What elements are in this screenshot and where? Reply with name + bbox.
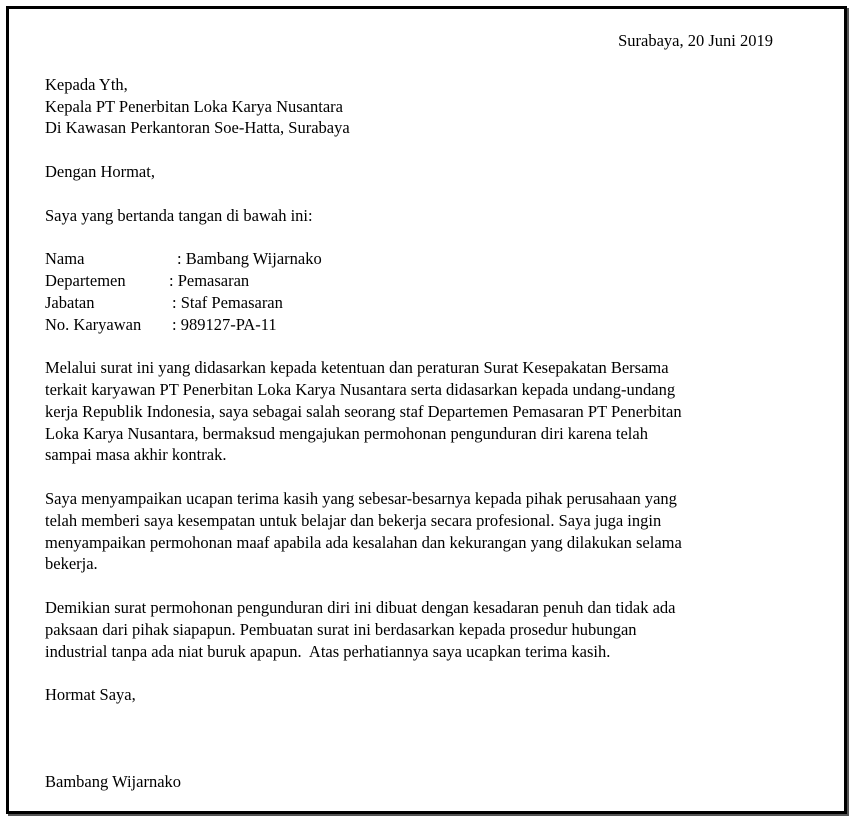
paragraph-line: Demikian surat permohonan pengunduran diri ini dibuat dengan kesadaran penuh dan tidak ada	[45, 597, 676, 617]
identity-label: Nama	[45, 249, 85, 269]
paragraph-line: menyampaikan permohonan maaf apabila ada kesalahan dan kekurangan yang dilakukan selama	[45, 532, 682, 552]
identity-row-department	[45, 270, 785, 292]
identity-value: : Staf Pemasaran	[172, 292, 283, 312]
paragraph-line: bekerja.	[45, 554, 98, 574]
letter-date: Surabaya, 20 Juni 2019	[618, 31, 773, 50]
identity-row-employee-number	[45, 314, 785, 336]
identity-value: : 989127-PA-11	[172, 314, 277, 334]
recipient-line: Di Kawasan Perkantoran Soe-Hatta, Surabaya	[45, 118, 350, 138]
resignation-letter	[45, 30, 785, 793]
recipient-block	[45, 74, 785, 139]
body-paragraph-2	[45, 488, 785, 575]
signature-name: Bambang Wijarnako	[45, 771, 182, 791]
paragraph-line: Melalui surat ini yang didasarkan kepada ketentuan dan peraturan Surat Kesepakatan Bersama	[45, 358, 669, 378]
identity-label: Jabatan	[45, 292, 95, 312]
paragraph-line: terkait karyawan PT Penerbitan Loka Karya Nusantara serta didasarkan kepada undang-undang	[45, 379, 676, 399]
recipient-line: Kepala PT Penerbitan Loka Karya Nusantara	[45, 96, 343, 116]
paragraph-line: paksaan dari pihak siapapun. Pembuatan surat ini berdasarkan kepada prosedur hubungan	[45, 619, 637, 639]
identity-label: Departemen	[45, 270, 126, 290]
paragraph-line: kerja Republik Indonesia, saya sebagai salah seorang staf Departemen Pemasaran PT Penerbitan	[45, 401, 682, 421]
paragraph-line: sampai masa akhir kontrak.	[45, 445, 227, 465]
body-paragraph-1	[45, 357, 785, 466]
paragraph-line: industrial tanpa ada niat buruk apapun. Atas perhatiannya saya ucapkan terima kasih.	[45, 641, 611, 661]
body-paragraph-3	[45, 597, 785, 662]
salutation: Dengan Hormat,	[45, 161, 155, 181]
identity-value: : Bambang Wijarnako	[177, 249, 322, 269]
identity-row-name	[45, 248, 785, 270]
closing: Hormat Saya,	[45, 685, 136, 705]
paragraph-line: telah memberi saya kesempatan untuk belajar dan bekerja secara profesional. Saya juga ingin	[45, 510, 662, 530]
identity-value: : Pemasaran	[169, 270, 250, 290]
paragraph-line: Loka Karya Nusantara, bermaksud mengajukan permohonan pengunduran diri karena telah	[45, 423, 648, 443]
identity-label: No. Karyawan	[45, 314, 142, 334]
identity-block	[45, 248, 785, 335]
identity-row-position	[45, 292, 785, 314]
recipient-line: Kepada Yth,	[45, 74, 128, 94]
paragraph-line: Saya menyampaikan ucapan terima kasih yang sebesar-besarnya kepada pihak perusahaan yang	[45, 488, 677, 508]
intro-text: Saya yang bertanda tangan di bawah ini:	[45, 205, 313, 225]
